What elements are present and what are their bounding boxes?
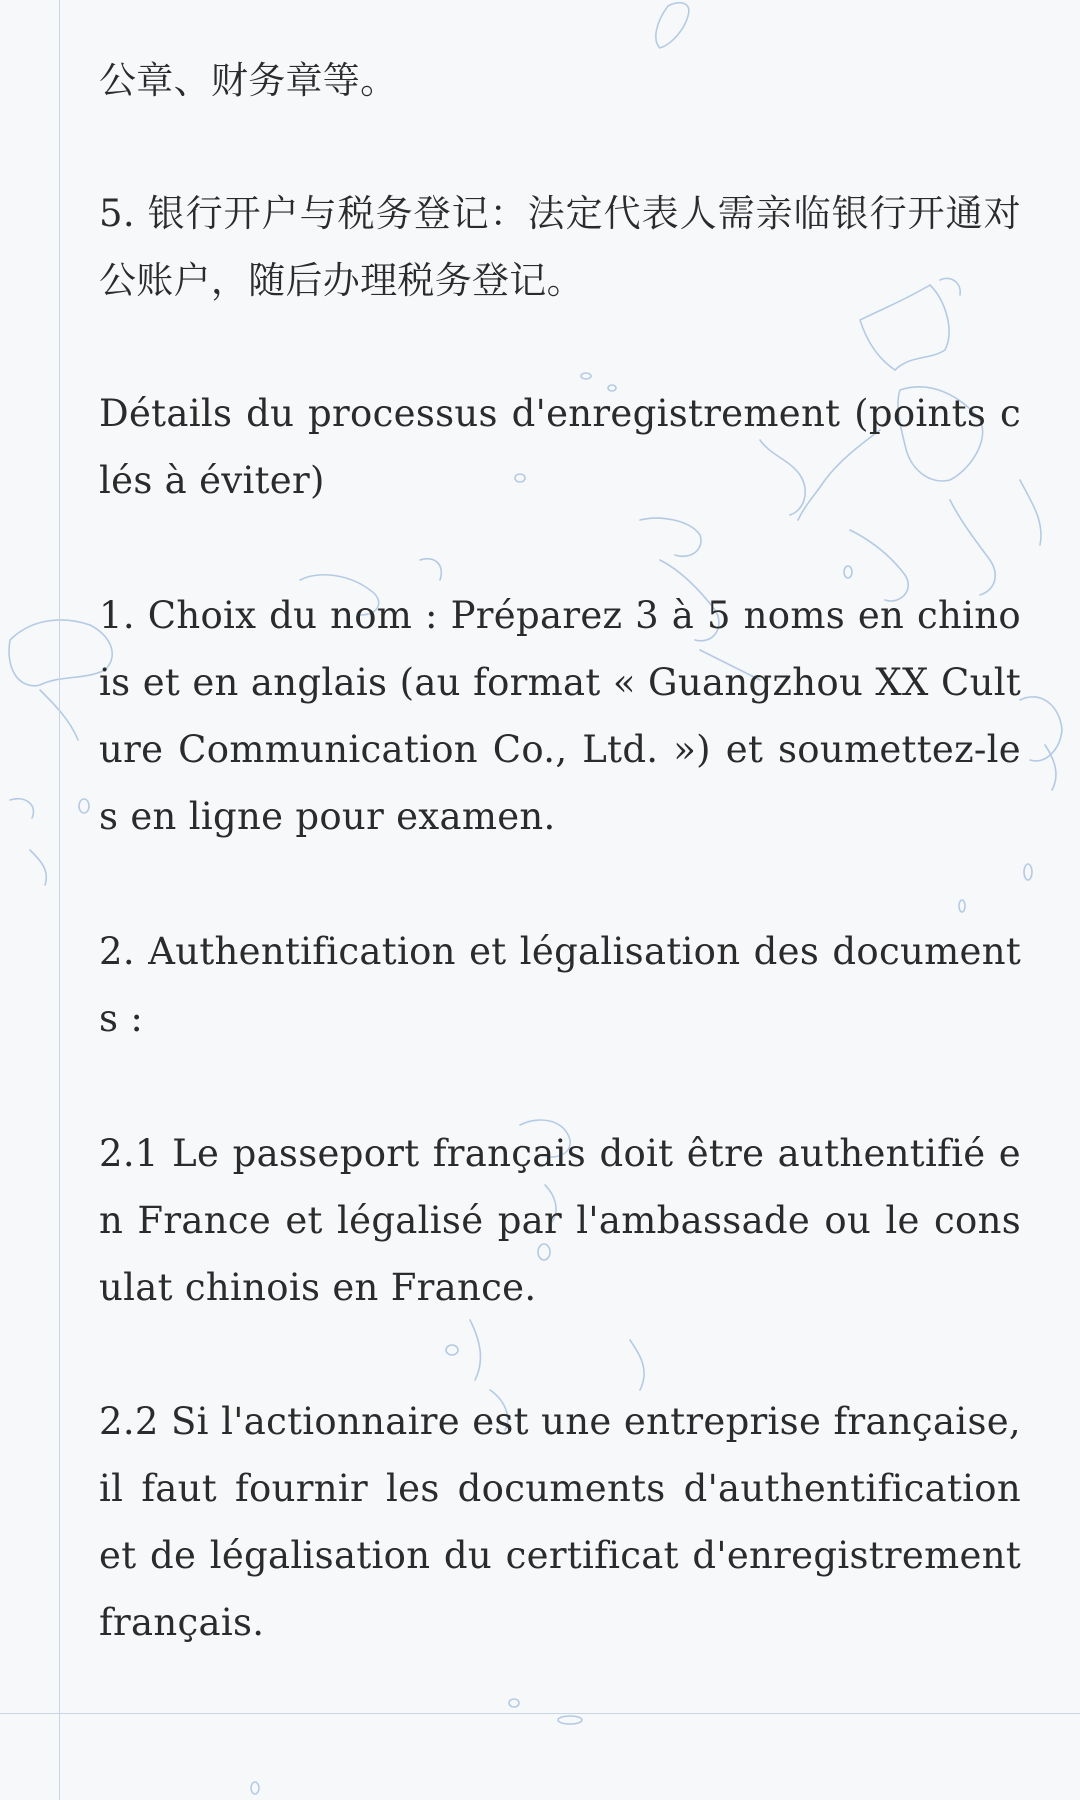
left-margin-rule: [59, 0, 60, 1800]
paragraph-heading-process: Détails du processus d'enregistrement (points clés à éviter): [99, 392, 1021, 502]
paragraph-shareholder: 2.2 Si l'actionnaire est une entreprise française, il faut fournir les documents d'authentification et de légalisation du certificat d'enregistrement français.: [99, 1400, 1021, 1644]
paragraph-passport: 2.1 Le passeport français doit être authentifié en France et légalisé par l'ambassade ou le consulat chinois en France.: [99, 1132, 1021, 1309]
paragraph-bank-tax: 5. 银行开户与税务登记：法定代表人需亲临银行开通对公账户，随后办理税务登记。: [99, 192, 1021, 302]
paragraph-seals: 公章、财务章等。: [99, 59, 398, 102]
bottom-rule: [0, 1713, 1080, 1714]
paragraph-authentication: 2. Authentification et légalisation des documents :: [99, 930, 1021, 1040]
paragraph-name-choice: 1. Choix du nom : Préparez 3 à 5 noms en chinois et en anglais (au format « Guangzhou XX Culture Communication Co., Ltd. ») et soumettez-les en ligne pour examen.: [99, 594, 1021, 838]
